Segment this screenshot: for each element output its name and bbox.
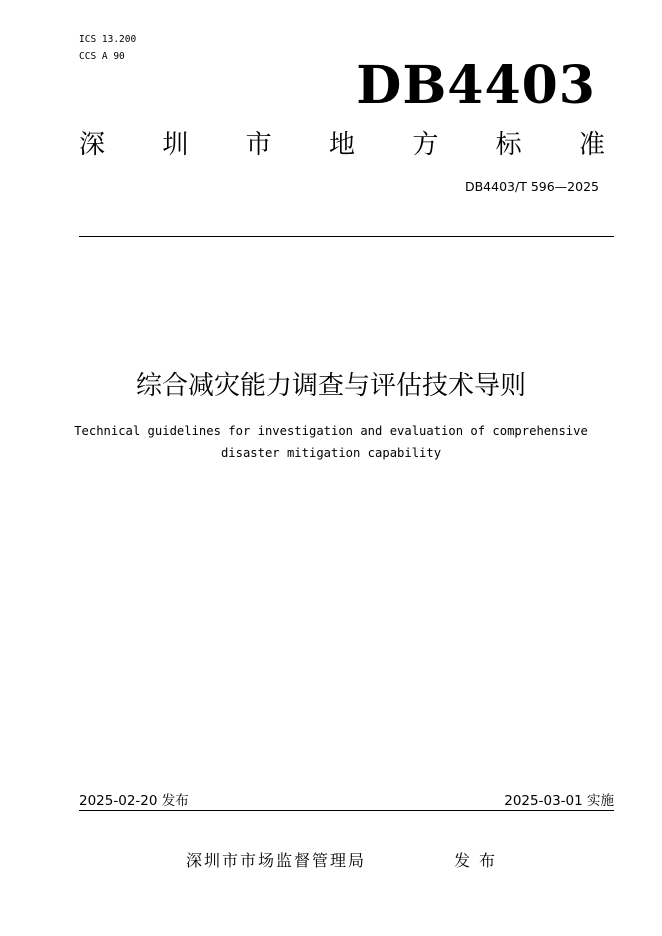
standard-type-char: 标 <box>495 130 522 160</box>
issuing-authority: 深圳市市场监督管理局 <box>186 851 367 870</box>
document-title-english <box>31 420 631 464</box>
ccs-code: CCS A 90 <box>79 51 125 62</box>
standard-number: DB4403/T 596—2025 <box>464 179 599 194</box>
standard-type-char: 地 <box>328 130 355 160</box>
issue-label: 发布 <box>454 851 505 870</box>
implementation-date: 2025-03-01 实施 <box>504 793 614 809</box>
publish-date: 2025-02-20 发布 <box>79 793 189 809</box>
document-title-chinese: 综合减灾能力调查与评估技术导则 <box>135 371 526 401</box>
english-title-line: disaster mitigation capability <box>220 446 442 460</box>
standard-type-char: 市 <box>245 130 272 160</box>
standard-code-large: DB4403 <box>356 55 596 116</box>
standard-type-char: 深 <box>79 130 106 160</box>
standard-type-char: 方 <box>412 130 439 160</box>
ics-code: ICS 13.200 <box>79 34 137 45</box>
standard-type-char: 圳 <box>162 130 189 160</box>
english-title-line: Technical guidelines for investigation and evaluation of comprehensive <box>74 424 588 438</box>
top-divider <box>79 236 614 237</box>
bottom-divider <box>79 810 614 811</box>
standard-type <box>79 128 605 162</box>
standard-type-char: 准 <box>578 130 605 160</box>
